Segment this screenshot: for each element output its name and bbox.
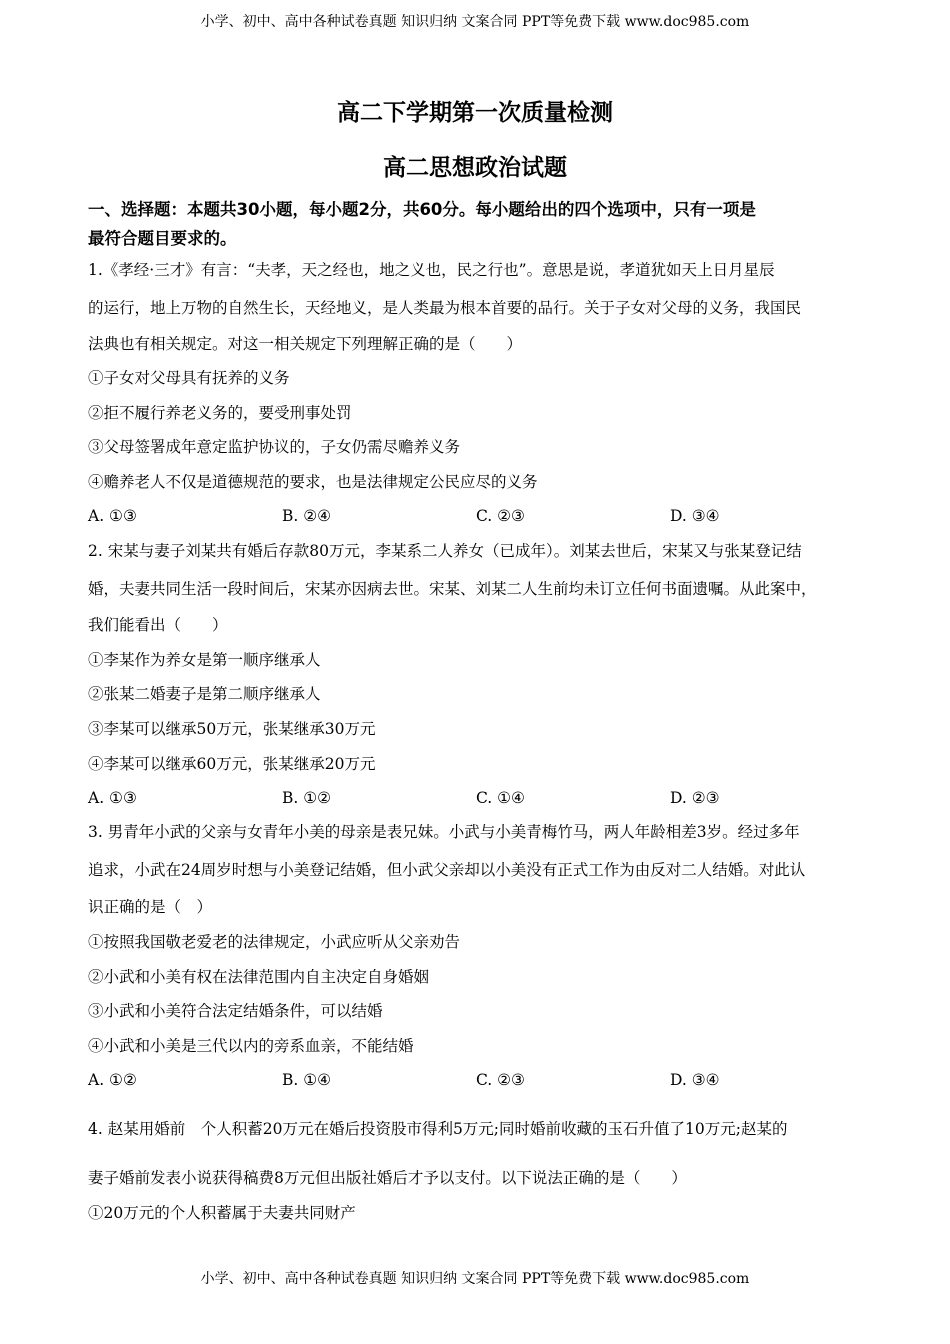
question-item: ②拒不履行养老义务的，要受刑事处罚 xyxy=(88,404,352,422)
question-item: ②张某二婚妻子是第二顺序继承人 xyxy=(88,685,321,703)
answer-option: D. ③④ xyxy=(670,507,720,525)
section-heading: 最符合题目要求的。 xyxy=(88,229,237,248)
question-item: ③父母签署成年意定监护协议的，子女仍需尽赡养义务 xyxy=(88,438,461,456)
question-stem: 3. 男青年小武的父亲与女青年小美的母亲是表兄妹。小武与小美青梅竹马，两人年龄相差3岁。经过多年 xyxy=(88,823,800,841)
question-item: ④小武和小美是三代以内的旁系血亲，不能结婚 xyxy=(88,1037,414,1055)
question-stem: 妻子婚前发表小说获得稿费8万元但出版社婚后才予以支付。以下说法正确的是（ ） xyxy=(88,1169,687,1187)
answer-option: C. ②③ xyxy=(476,1071,525,1089)
question-stem: 我们能看出（ ） xyxy=(88,616,228,634)
question-item: ③李某可以继承50万元，张某继承30万元 xyxy=(88,720,376,738)
page-footer: 小学、初中、高中各种试卷真题 知识归纳 文案合同 PPT等免费下载 www.doc985.com xyxy=(200,1271,750,1287)
question-stem: 法典也有相关规定。对这一相关规定下列理解正确的是（ ） xyxy=(88,335,523,353)
answer-option: B. ①② xyxy=(282,789,332,807)
answer-option: B. ②④ xyxy=(282,507,332,525)
question-item: ①按照我国敬老爱老的法律规定，小武应听从父亲劝告 xyxy=(88,933,461,951)
question-item: ①子女对父母具有抚养的义务 xyxy=(88,369,290,387)
answer-option: A. ①③ xyxy=(88,789,137,807)
question-stem: 婚，夫妻共同生活一段时间后，宋某亦因病去世。宋某、刘某二人生前均未订立任何书面遗嘱。从此案中， xyxy=(88,580,817,598)
answer-option: D. ③④ xyxy=(670,1071,720,1089)
answer-option: C. ①④ xyxy=(476,789,525,807)
answer-option: A. ①② xyxy=(88,1071,137,1089)
question-item: ③小武和小美符合法定结婚条件，可以结婚 xyxy=(88,1002,383,1020)
section-heading: 一、选择题：本题共30小题，每小题2分，共60分。每小题给出的四个选项中，只有一项是 xyxy=(88,200,756,219)
answer-option: B. ①④ xyxy=(282,1071,332,1089)
answer-option: A. ①③ xyxy=(88,507,137,525)
answer-option: C. ②③ xyxy=(476,507,525,525)
exam-subtitle: 高二思想政治试题 xyxy=(383,155,567,181)
question-stem: 1.《孝经·三才》有言：“夫孝，天之经也，地之义也，民之行也”。意思是说，孝道犹如天上日月星辰 xyxy=(88,261,775,279)
question-stem: 识正确的是（ ） xyxy=(88,898,213,916)
answer-option: D. ②③ xyxy=(670,789,720,807)
exam-title: 高二下学期第一次质量检测 xyxy=(337,100,613,126)
question-stem: 追求，小武在24周岁时想与小美登记结婚，但小武父亲却以小美没有正式工作为由反对二人结婚。对此认 xyxy=(88,861,806,879)
question-stem: 的运行，地上万物的自然生长，天经地义，是人类最为根本首要的品行。关于子女对父母的义务，我国民 xyxy=(88,299,802,317)
page-header: 小学、初中、高中各种试卷真题 知识归纳 文案合同 PPT等免费下载 www.doc985.com xyxy=(200,14,750,30)
question-item: ①20万元的个人积蓄属于夫妻共同财产 xyxy=(88,1204,356,1222)
question-item: ②小武和小美有权在法律范围内自主决定自身婚姻 xyxy=(88,968,430,986)
question-item: ④赡养老人不仅是道德规范的要求，也是法律规定公民应尽的义务 xyxy=(88,473,538,491)
question-item: ①李某作为养女是第一顺序继承人 xyxy=(88,651,321,669)
question-stem: 2. 宋某与妻子刘某共有婚后存款80万元，李某系二人养女（已成年）。刘某去世后，宋某又与张某登记结 xyxy=(88,542,802,560)
question-stem: 4. 赵某用婚前 个人积蓄20万元在婚后投资股市得利5万元;同时婚前收藏的玉石升值了10万元;赵某的 xyxy=(88,1120,788,1138)
question-item: ④李某可以继承60万元，张某继承20万元 xyxy=(88,755,376,773)
